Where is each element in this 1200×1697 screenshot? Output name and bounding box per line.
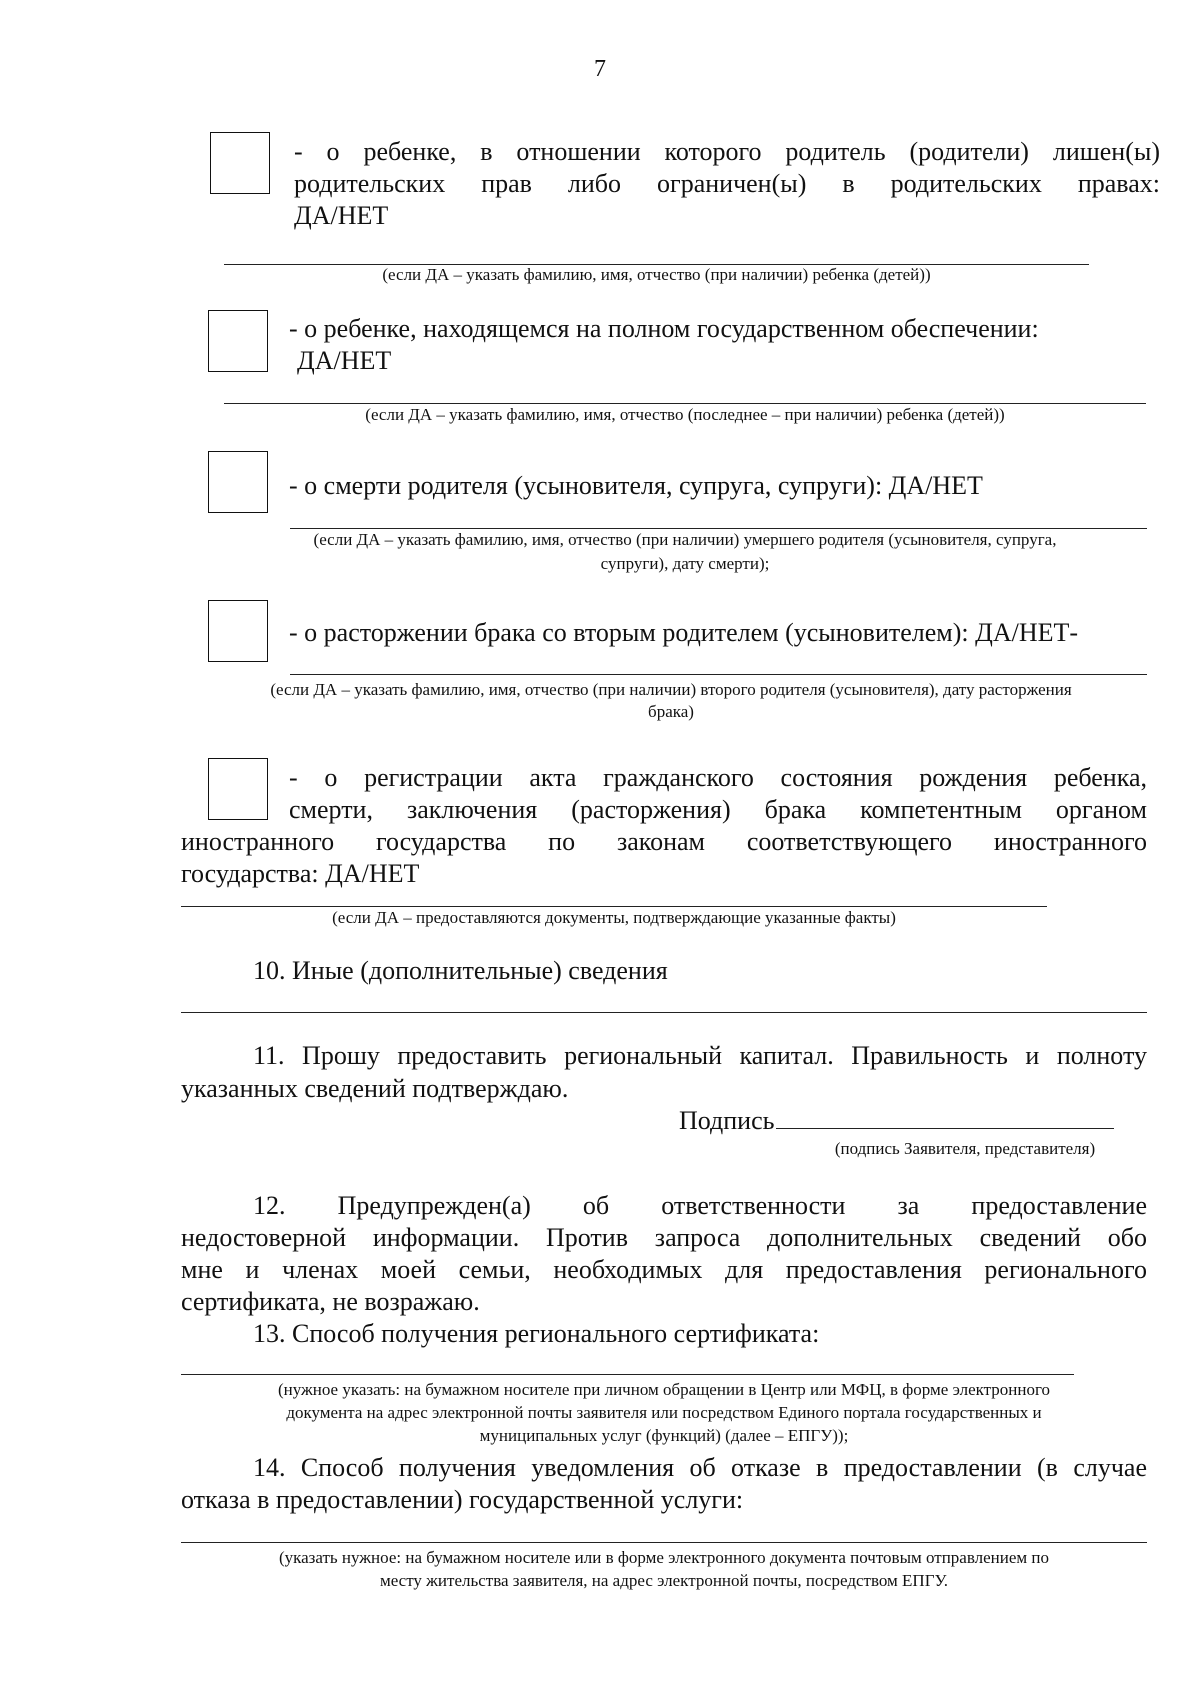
hint-divorce-line2: брака) xyxy=(648,702,694,721)
section-13-title: 13. Способ получения регионального сертификата: xyxy=(253,1319,820,1348)
item-parental-rights-line1: - о ребенке, в отношении которого родитель (родители) лишен(ы) xyxy=(294,137,1160,166)
section-11-line1: 11. Прошу предоставить региональный капитал. Правильность и полноту xyxy=(253,1041,1147,1070)
item-foreign-registration-line3: иностранного государства по законам соответствующего иностранного xyxy=(181,827,1147,856)
item-divorce-line1: - о расторжении брака со вторым родителем (усыновителем): ДА/НЕТ- xyxy=(289,618,1079,647)
answer-line-foreign-registration[interactable] xyxy=(181,906,1047,907)
item-state-support-line1: - о ребенке, находящемся на полном государственном обеспечении: xyxy=(289,314,1039,343)
answer-line-state-support[interactable] xyxy=(224,403,1146,404)
checkbox-foreign-registration[interactable] xyxy=(208,758,268,820)
section-12-line4: сертификата, не возражаю. xyxy=(181,1287,480,1316)
signature-line[interactable] xyxy=(776,1104,1114,1129)
section-14-line2: отказа в предоставлении) государственной услуги: xyxy=(181,1485,744,1514)
section-10-title: 10. Иные (дополнительные) сведения xyxy=(253,956,668,985)
answer-line-divorce[interactable] xyxy=(290,674,1147,675)
hint-foreign-registration: (если ДА – предоставляются документы, подтверждающие указанные факты) xyxy=(332,908,896,927)
section-12-line1: 12. Предупрежден(а) об ответственности за предоставление xyxy=(253,1191,1147,1220)
item-parental-rights-line3: ДА/НЕТ xyxy=(294,201,389,230)
page-number: 7 xyxy=(594,56,606,82)
signature-field[interactable] xyxy=(679,1104,1139,1137)
checkbox-parent-death[interactable] xyxy=(208,451,268,513)
checkbox-parental-rights[interactable] xyxy=(210,132,270,194)
hint-section-13-line2: документа на адрес электронной почты заявителя или посредством Единого портала государственных и xyxy=(286,1403,1042,1422)
hint-parental-rights: (если ДА – указать фамилию, имя, отчество (при наличии) ребенка (детей)) xyxy=(382,265,931,284)
answer-line-parent-death[interactable] xyxy=(290,528,1147,529)
section-12-line2: недостоверной информации. Против запроса дополнительных сведений обо xyxy=(181,1223,1147,1252)
checkbox-state-support[interactable] xyxy=(208,310,268,372)
signature-label: Подпись xyxy=(679,1106,775,1135)
section-11-line2: указанных сведений подтверждаю. xyxy=(181,1074,569,1103)
checkbox-divorce[interactable] xyxy=(208,600,268,662)
hint-section-14-line2: месту жительства заявителя, на адрес электронной почты, посредством ЕПГУ. xyxy=(379,1571,949,1590)
hint-parent-death-line2: супруги), дату смерти); xyxy=(600,554,770,573)
item-state-support-line2: ДА/НЕТ xyxy=(297,346,392,375)
hint-section-13-line1: (нужное указать: на бумажном носителе при личном обращении в Центр или МФЦ, в форме электронного xyxy=(277,1380,1051,1399)
hint-state-support: (если ДА – указать фамилию, имя, отчество (последнее – при наличии) ребенка (детей)) xyxy=(365,405,1005,424)
hint-divorce-line1: (если ДА – указать фамилию, имя, отчество (при наличии) второго родителя (усыновителя), дату расторжения xyxy=(270,680,1072,699)
item-parent-death-line1: - о смерти родителя (усыновителя, супруга, супруги): ДА/НЕТ xyxy=(289,471,983,500)
signature-hint: (подпись Заявителя, представителя) xyxy=(834,1139,1096,1158)
hint-section-13-line3: муниципальных услуг (функций) (далее – ЕПГУ)); xyxy=(479,1426,849,1445)
section-14-line1: 14. Способ получения уведомления об отказе в предоставлении (в случае xyxy=(253,1453,1147,1482)
item-foreign-registration-line1: - о регистрации акта гражданского состояния рождения ребенка, xyxy=(289,763,1147,792)
item-parental-rights-line2: родительских прав либо ограничен(ы) в родительских правах: xyxy=(294,169,1160,198)
answer-line-section-10[interactable] xyxy=(181,1012,1147,1013)
answer-line-section-13[interactable] xyxy=(181,1374,1074,1375)
hint-section-14-line1: (указать нужное: на бумажном носителе или в форме электронного документа почтовым отправлением по xyxy=(278,1548,1050,1567)
hint-parent-death-line1: (если ДА – указать фамилию, имя, отчество (при наличии) умершего родителя (усыновителя, супруга, xyxy=(313,530,1057,549)
answer-line-section-14[interactable] xyxy=(181,1542,1147,1543)
section-12-line3: мне и членах моей семьи, необходимых для предоставления регионального xyxy=(181,1255,1147,1284)
item-foreign-registration-line4: государства: ДА/НЕТ xyxy=(181,859,420,888)
item-foreign-registration-line2: смерти, заключения (расторжения) брака компетентным органом xyxy=(289,795,1147,824)
